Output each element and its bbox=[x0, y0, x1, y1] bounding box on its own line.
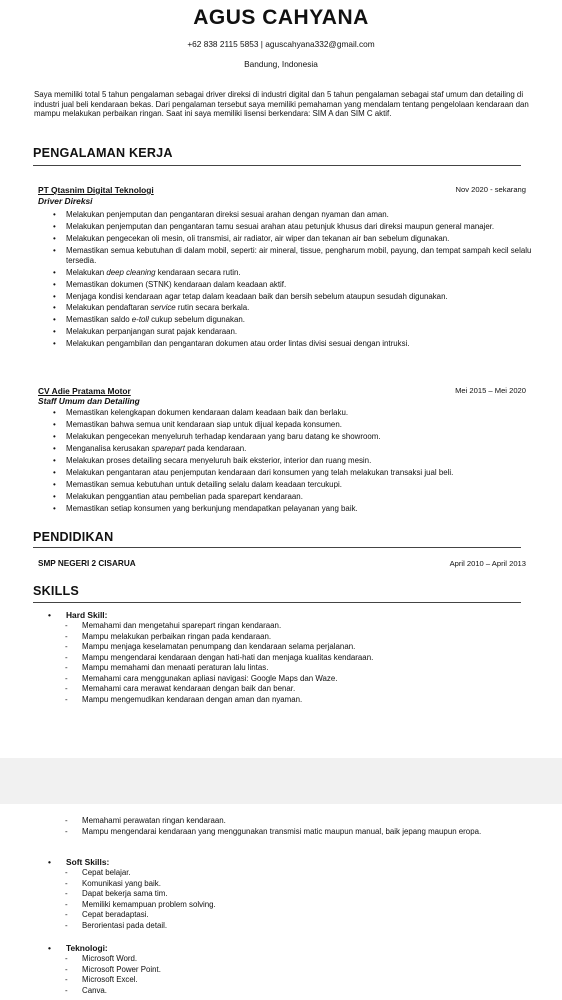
list-item: - Memahami dan mengetahui sparepart ringan kendaraan. bbox=[82, 621, 542, 630]
list-item: - Cepat beradaptasi. bbox=[82, 910, 542, 919]
technology-list bbox=[82, 954, 542, 996]
list-item: • Melakukan penjemputan dan pengantaran tamu sesuai arahan atau petunjuk khusus dari direksi maupun general manajer. bbox=[66, 222, 544, 232]
list-item: • Melakukan pengambilan dan pengantaran dokumen atau order lintas divisi sesuai dengan intruksi. bbox=[66, 339, 544, 349]
resume-page-2 bbox=[0, 804, 562, 1000]
job-duties-list bbox=[66, 210, 544, 351]
list-item: • Memastikan saldo e-toll cukup sebelum digunakan. bbox=[66, 315, 544, 325]
job-duties-list bbox=[66, 408, 544, 516]
list-item: • Melakukan perpanjangan surat pajak kendaraan. bbox=[66, 327, 544, 337]
list-item: - Mampu menjaga keselamatan penumpang dan kendaraan selama perjalanan. bbox=[82, 642, 542, 651]
list-item: - Mampu mengemudikan kendaraan dengan aman dan nyaman. bbox=[82, 695, 542, 704]
list-item: - Mampu memahami dan menaati peraturan lalu lintas. bbox=[82, 663, 542, 672]
location: Bandung, Indonesia bbox=[244, 59, 318, 69]
list-item: • Memastikan bahwa semua unit kendaraan siap untuk dijual kepada konsumen. bbox=[66, 420, 544, 430]
list-item: - Komunikasi yang baik. bbox=[82, 879, 542, 888]
section-divider bbox=[33, 602, 521, 603]
list-item: • Melakukan proses detailing secara menyeluruh baik eksterior, interior dan ruang mesin. bbox=[66, 456, 544, 466]
soft-skill-heading: • Soft Skills: bbox=[66, 857, 109, 867]
technology-heading: • Teknologi: bbox=[66, 943, 108, 953]
hard-skill-heading: • Hard Skill: bbox=[66, 610, 107, 620]
list-item: - Mampu mengendarai kendaraan yang menggunakan transmisi matic maupun manual, baik jepang maupun eropa. bbox=[82, 827, 542, 836]
contact-info: +62 838 2115 5853 | aguscahyana332@gmail.com bbox=[187, 39, 375, 49]
hard-skill-list-continued bbox=[82, 816, 542, 837]
soft-skill-list bbox=[82, 868, 542, 931]
list-item: - Memahami perawatan ringan kendaraan. bbox=[82, 816, 542, 825]
section-title-education: PENDIDIKAN bbox=[33, 530, 114, 544]
list-item: - Microsoft Excel. bbox=[82, 975, 542, 984]
job-company: PT Qtasnim Digital Teknologi bbox=[38, 185, 154, 195]
job-role: Driver Direksi bbox=[38, 196, 93, 206]
list-item: - Mampu mengendarai kendaraan dengan hati-hati dan menjaga kualitas kendaraan. bbox=[82, 653, 542, 662]
list-item: - Memiliki kemampuan problem solving. bbox=[82, 900, 542, 909]
job-date: Nov 2020 - sekarang bbox=[455, 185, 526, 194]
list-item: • Memastikan setiap konsumen yang berkunjung mendapatkan pelayanan yang baik. bbox=[66, 504, 544, 514]
list-item: - Memahami cara menggunakan apliasi navigasi: Google Maps dan Waze. bbox=[82, 674, 542, 683]
list-item: • Melakukan deep cleaning kendaraan secara rutin. bbox=[66, 268, 544, 278]
page-gap bbox=[0, 758, 562, 804]
section-title-skills: SKILLS bbox=[33, 584, 79, 598]
list-item: • Melakukan pengecekan oli mesin, oli transmisi, air radiator, air wiper dan tekanan air ban sebelum digunakan. bbox=[66, 234, 544, 244]
list-item: - Cepat belajar. bbox=[82, 868, 542, 877]
candidate-name: AGUS CAHYANA bbox=[193, 6, 369, 29]
job-role: Staff Umum dan Detailing bbox=[38, 396, 140, 406]
job-date: Mei 2015 – Mei 2020 bbox=[455, 386, 526, 395]
list-item: - Memahami cara merawat kendaraan dengan baik dan benar. bbox=[82, 684, 542, 693]
list-item: • Memastikan semua kebutuhan untuk detailing selalu dalam keadaan tercukupi. bbox=[66, 480, 544, 490]
section-title-experience: PENGALAMAN KERJA bbox=[33, 146, 173, 160]
list-item: • Melakukan penjemputan dan pengantaran direksi sesuai arahan dengan nyaman dan aman. bbox=[66, 210, 544, 220]
list-item: - Canva. bbox=[82, 986, 542, 995]
section-divider bbox=[33, 547, 521, 548]
hard-skill-list bbox=[82, 621, 542, 705]
list-item: • Memastikan dokumen (STNK) kendaraan dalam keadaan aktif. bbox=[66, 280, 544, 290]
summary-paragraph: Saya memiliki total 5 tahun pengalaman sebagai driver direksi di industri digital dan 5 tahun pengalaman sebagai staf umum dan detailing di industri jual beli kendaraan bekas. Dari pengalaman tersebut saya memiliki pemahaman yang mendalam tentang pengelolaan kendaraan dan mampu melakukan perbaikan ringan. Saat ini saya memiliki lisensi berkendara: SIM A dan SIM C aktif. bbox=[34, 90, 529, 119]
school-name: SMP NEGERI 2 CISARUA bbox=[38, 559, 136, 568]
list-item: - Microsoft Power Point. bbox=[82, 965, 542, 974]
list-item: • Menjaga kondisi kendaraan agar tetap dalam keadaan baik dan bersih sebelum ataupun sesudah digunakan. bbox=[66, 292, 544, 302]
list-item: • Melakukan penggantian atau pembelian pada sparepart kendaraan. bbox=[66, 492, 544, 502]
list-item: - Berorientasi pada detail. bbox=[82, 921, 542, 930]
section-divider bbox=[33, 165, 521, 166]
list-item: - Mampu melakukan perbaikan ringan pada kendaraan. bbox=[82, 632, 542, 641]
list-item: - Microsoft Word. bbox=[82, 954, 542, 963]
list-item: • Melakukan pengecekan menyeluruh terhadap kendaraan yang baru datang ke showroom. bbox=[66, 432, 544, 442]
education-date: April 2010 – April 2013 bbox=[449, 559, 526, 568]
list-item: • Melakukan pendaftaran service rutin secara berkala. bbox=[66, 303, 544, 313]
list-item: • Memastikan semua kebutuhan di dalam mobil, seperti: air mineral, tissue, pengharum mobil, payung, dan tempat sampah kecil selalu tersedia. bbox=[66, 246, 544, 265]
list-item: • Memastikan kelengkapan dokumen kendaraan dalam keadaan baik dan berlaku. bbox=[66, 408, 544, 418]
list-item: - Dapat bekerja sama tim. bbox=[82, 889, 542, 898]
job-company: CV Adie Pratama Motor bbox=[38, 386, 131, 396]
list-item: • Melakukan pengantaran atau penjemputan kendaraan dari konsumen yang telah melakukan transaksi jual beli. bbox=[66, 468, 544, 478]
list-item: • Menganalisa kerusakan sparepart pada kendaraan. bbox=[66, 444, 544, 454]
